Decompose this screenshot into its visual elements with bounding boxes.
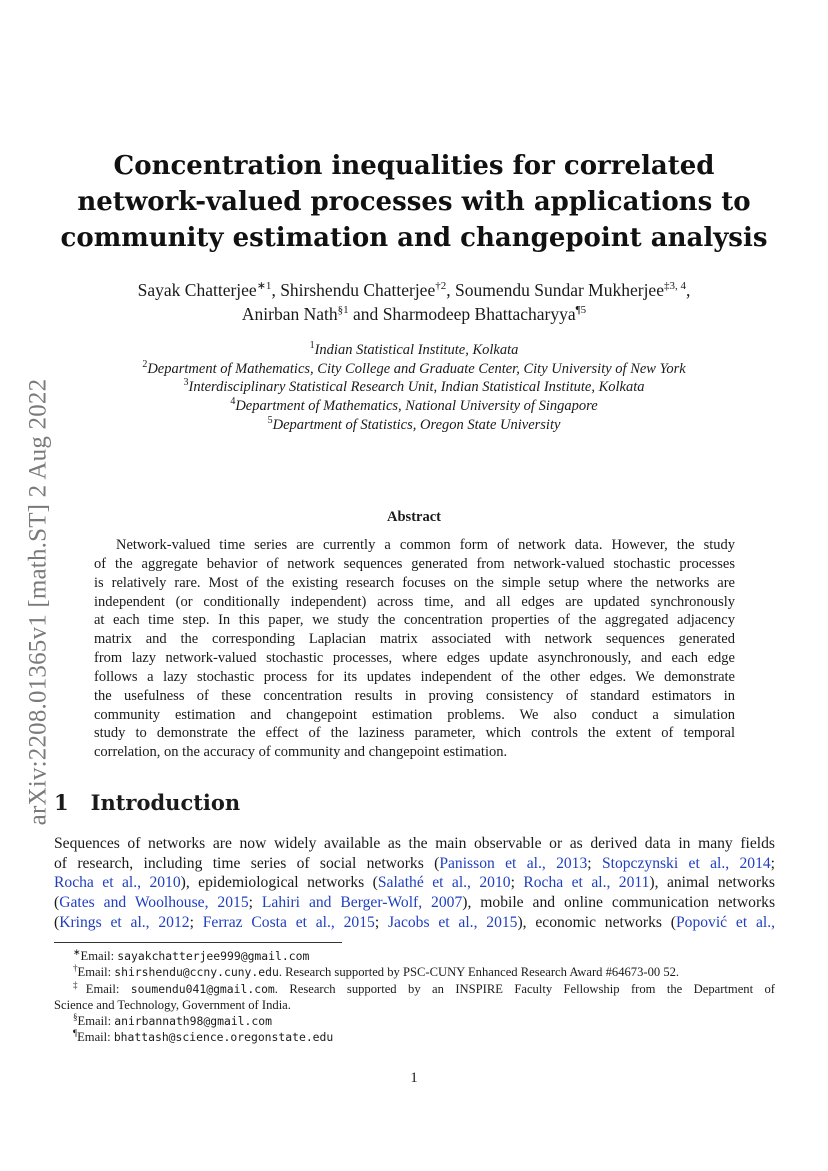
body-line: (Gates and Woolhouse, 2015; Lahiri and Berger-Wolf, 2007), mobile and online communication networks (54, 894, 776, 912)
citation-link[interactable]: Gates and Woolhouse, 2015 (59, 894, 249, 912)
abstract-line: of the aggregate behavior of network sequences generated from network-valued stochastic processes (94, 555, 735, 572)
intro-paragraph (54, 834, 775, 933)
citation-link[interactable]: Lahiri and Berger-Wolf, 2007 (261, 894, 463, 912)
citation-link[interactable]: Jacobs et al., 2015 (387, 913, 518, 931)
abstract-line: independent (or conditionally independent) across time, and all edges are updated synchronously (94, 593, 735, 610)
abstract-line: is relatively rare. Most of the existing research focuses on the simple setup where the networks are (94, 574, 735, 591)
page-number: 1 (410, 1070, 418, 1086)
citation-link[interactable]: Ferraz Costa et al., 2015 (202, 913, 375, 931)
body-line: (Krings et al., 2012; Ferraz Costa et al., 2015; Jacobs et al., 2015), economic networks (Popović et al., (54, 913, 776, 931)
footnote: †Email: shirshendu@ccny.cuny.edu. Research supported by PSC-CUNY Enhanced Research Award #64673-00 52. (73, 963, 680, 980)
footnote: ∗Email: sayakchatterjee999@gmail.com (73, 946, 310, 963)
email: anirbannath98@gmail.com (114, 1014, 272, 1029)
abstract-line: from lazy network-valued stochastic processes, where edges update asynchronously, and each edge (94, 650, 735, 667)
body-line: of research, including time series of social networks (Panisson et al., 2013; Stopczynski et al., 2014; (54, 854, 776, 872)
footnote-continuation: Science and Technology, Government of India. (54, 997, 291, 1012)
section-title: Introduction (90, 790, 241, 815)
affiliation: $^1$Indian Statistical Institute, Kolkata (309, 340, 519, 358)
footnote-rule (54, 942, 342, 943)
author-list: Sayak Chatterjee$^{∗1}$, Shirshendu Chatterjee$^{\dagger 2}$, Soumendu Sundar Mukherjee$^{\ddagger 3, 4}$, Anirban Nath$^{\S 1}$ and Sharmodeep Bhattacharyya$^{\P 5}$ (137, 280, 691, 324)
citation-link[interactable]: Popović et al., (675, 913, 776, 931)
affiliation-list (60, 341, 768, 435)
body-line: Rocha et al., 2010), epidemiological networks (Salathé et al., 2010; Rocha et al., 2011), animal networks (54, 874, 775, 892)
title-line: community estimation and changepoint analysis (60, 223, 768, 253)
title-line: network-valued processes with applications to (77, 187, 751, 217)
author-name: Shirshendu Chatterjee (280, 280, 436, 300)
author-name: Soumendu Sundar Mukherjee (454, 280, 664, 300)
affiliation: $^5$Department of Statistics, Oregon State University (267, 414, 561, 433)
paper-title (60, 148, 768, 256)
section-number: 1 (54, 790, 69, 815)
abstract-line: matrix and the corresponding Laplacian matrix associated with network sequences generated (94, 631, 735, 648)
author-name: Anirban Nath (241, 304, 338, 324)
citation-link[interactable]: Stopczynski et al., 2014 (601, 854, 771, 872)
affiliation: $^4$Department of Mathematics, National University of Singapore (230, 396, 598, 415)
abstract-line: correlation, on the accuracy of community and changepoint estimation. (94, 744, 508, 761)
author-affil-mark: §1 (337, 304, 349, 317)
footnote: ¶Email: bhattash@science.oregonstate.edu (73, 1028, 334, 1045)
abstract-line: follows a lazy stochastic process for its updates independent of the other edges. We demonstrate (94, 668, 735, 685)
arxiv-stamp-text: arXiv:2208.01365v1 [math.ST] 2 Aug 2022 (24, 378, 51, 826)
citation-link[interactable]: Rocha et al., 2011 (523, 874, 650, 892)
abstract-body (94, 536, 735, 762)
abstract-line: Network-valued time series are currently a common form of network data. However, the study (116, 537, 735, 553)
affiliation: $^2$Department of Mathematics, City College and Graduate Center, City University of New York (142, 358, 686, 377)
footnotes (54, 948, 775, 1046)
email: soumendu041@gmail.com (130, 981, 275, 996)
email: bhattash@science.oregonstate.edu (113, 1030, 334, 1045)
author-affil-mark: †2 (435, 280, 447, 293)
abstract-line: at each time step. In this paper, we study the concentration properties of the aggregated adjacency (94, 612, 735, 629)
citation-link[interactable]: Salathé et al., 2010 (377, 874, 511, 892)
citation-link[interactable]: Krings et al., 2012 (59, 913, 190, 931)
affiliation: $^3$Interdisciplinary Statistical Research Unit, Indian Statistical Institute, Kolkata (183, 377, 645, 396)
arxiv-stamp (14, 348, 62, 856)
author-name: Sharmodeep Bhattacharyya (382, 304, 576, 324)
footnote: ‡Email: soumendu041@gmail.com. Research supported by an INSPIRE Faculty Fellowship from the Department of (73, 979, 776, 996)
email: shirshendu@ccny.cuny.edu (114, 965, 279, 980)
title-line: Concentration inequalities for correlated (113, 151, 715, 181)
email: sayakchatterjee999@gmail.com (117, 949, 310, 963)
author-affil-mark: ‡3, 4 (663, 280, 686, 293)
citation-link[interactable]: Rocha et al., 2010 (54, 874, 181, 892)
abstract-heading: Abstract (387, 509, 441, 525)
abstract-line: the usefulness of these concentration results in proving consistency of standard estimators in (94, 687, 735, 704)
abstract-line: community estimation and changepoint estimation problems. We also conduct a simulation (94, 706, 735, 723)
abstract-line: study to demonstrate the effect of the laziness parameter, which controls the extent of temporal (94, 725, 735, 742)
author-name: Sayak Chatterjee (137, 280, 257, 300)
author-affil-mark: ¶5 (575, 304, 587, 317)
body-line: Sequences of networks are now widely available as the main observable or as derived data in many fields (54, 835, 775, 852)
author-affil-mark: ∗1 (256, 280, 272, 293)
footnote: §Email: anirbannath98@gmail.com (73, 1012, 272, 1029)
section-heading (54, 790, 240, 815)
citation-link[interactable]: Panisson et al., 2013 (439, 854, 588, 872)
